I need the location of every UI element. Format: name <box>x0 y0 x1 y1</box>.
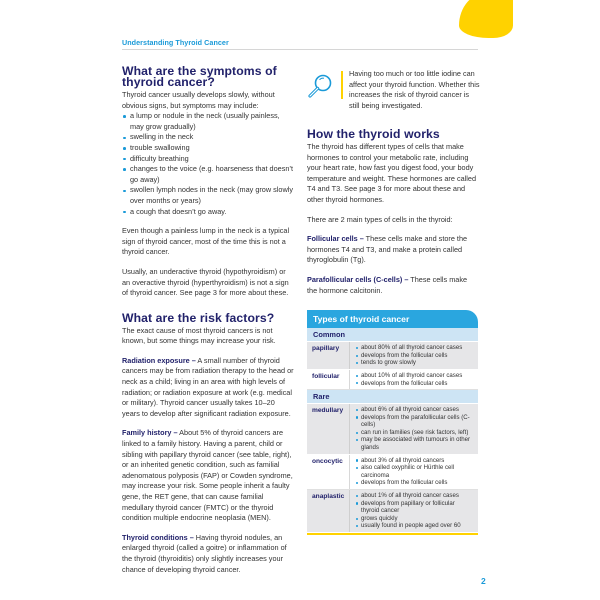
symptom-item: trouble swallowing <box>122 143 294 154</box>
risk-factor-family-history <box>122 428 294 523</box>
cancer-type-facts <box>350 490 478 532</box>
cell-type-parafollicular <box>307 275 479 296</box>
cell-types-intro: There are 2 main types of cells in the thyroid: <box>307 214 453 224</box>
how-thyroid-works-section <box>307 129 479 296</box>
left-column <box>122 66 294 575</box>
cancer-type-name: follicular <box>307 370 350 389</box>
table-row <box>307 342 478 370</box>
risk-factor-term: Radiation exposure – <box>122 355 196 365</box>
symptom-item: difficulty breathing <box>122 154 294 165</box>
how-thyroid-paragraph: The thyroid has different types of cells that make hormones to control your metabolic rate, including your heart rate, how fast you digest food, your body temperature and weight. These hormones are called T4 and T3. See page 3 for more about these and other thyroid hormones. <box>307 142 477 204</box>
table-row <box>307 404 478 455</box>
symptoms-paragraph-thyroid-activity: Usually, an underactive thyroid (hypothyroidism) or an overactive thyroid (hyperthyroidism) is not a sign of thyroid cancer. See page 3 for more about these. <box>122 266 289 298</box>
fact-item: can run in families (see risk factors, left) <box>355 429 474 437</box>
risk-factor-text: A small number of thyroid cancers may be from radiation therapy to the head or neck as a child; living in an area with high levels of radiation; or radiation exposure at work (e.g. medical or military). Thyroid cancer usually takes 10–20 years to develop after significant radiation exposure. <box>122 355 294 418</box>
page-number: 2 <box>481 576 486 586</box>
fact-item: develops from papillary or follicular thyroid cancer <box>355 500 474 515</box>
cell-type-term: Parafollicular cells (C-cells) – <box>307 274 409 284</box>
symptoms-heading: What are the symptoms of thyroid cancer? <box>122 64 277 89</box>
cell-type-term: Follicular cells – <box>307 234 364 244</box>
fact-item: usually found in people aged over 60 <box>355 522 474 530</box>
magnifying-glass-icon <box>307 73 333 103</box>
table-group-common: Common <box>307 328 478 342</box>
table-group-rare: Rare <box>307 390 478 404</box>
running-header-title: Understanding Thyroid Cancer <box>122 38 229 47</box>
table-row <box>307 370 478 390</box>
fact-item: grows quickly <box>355 515 474 523</box>
cancer-type-name: medullary <box>307 404 350 454</box>
fact-item: about 1% of all thyroid cancer cases <box>355 492 474 500</box>
risk-factors-heading: What are the risk factors? <box>122 310 275 325</box>
risk-factors-section <box>122 310 294 575</box>
cell-type-text: These cells make and store the hormones T4 and T3, and make a protein called thyroglobulin (Tg). <box>307 234 468 265</box>
risk-factor-term: Thyroid conditions – <box>122 532 194 542</box>
cancer-type-name: oncocytic <box>307 455 350 489</box>
header-divider <box>122 49 478 50</box>
cell-type-text: These cells make the hormone calcitonin. <box>307 274 468 295</box>
fact-item: tends to grow slowly <box>355 359 474 367</box>
symptom-item: a cough that doesn’t go away. <box>122 207 294 218</box>
symptom-item: swollen lymph nodes in the neck (may grow slowly over months or years) <box>122 185 294 206</box>
fact-item: develops from the follicular cells <box>355 380 474 388</box>
cancer-type-name: papillary <box>307 342 350 369</box>
cancer-type-name: anaplastic <box>307 490 350 532</box>
table-row <box>307 490 478 533</box>
fact-item: may be associated with tumours in other glands <box>355 436 474 451</box>
fact-item: about 3% of all thyroid cancers <box>355 457 474 465</box>
right-column <box>307 69 479 535</box>
risk-factor-text: About 5% of thyroid cancers are linked to a family history. Having a parent, child or sibling with papillary thyroid cancer (see table, right), or an inherited genetic condition, such as familial adenomatous polyposis (FAP) or Cowden syndrome, may increase your risk. Some people inherit a faulty gene, the RET gene, that can cause familial medullary thyroid cancer (FMTC) or the thyroid condition multiple endocrine neoplasia (MEN). <box>122 428 293 523</box>
symptoms-intro: Thyroid cancer usually develops slowly, without obvious signs, but symptoms may include: <box>122 90 275 110</box>
symptom-item: changes to the voice (e.g. hoarseness that doesn’t go away) <box>122 164 294 185</box>
cancer-type-facts <box>350 370 478 389</box>
fact-item: develops from the parafollicular cells (C-cells) <box>355 414 474 429</box>
iodine-note-text: Having too much or too little iodine can affect your thyroid function. Whether this increases the risk of thyroid cancer is still being investigated. <box>349 69 480 110</box>
risk-factor-thyroid-conditions <box>122 533 294 575</box>
fact-item: develops from the follicular cells <box>355 352 474 360</box>
iodine-callout <box>307 69 479 115</box>
fact-item: about 80% of all thyroid cancer cases <box>355 344 474 352</box>
cancer-type-facts <box>350 404 478 454</box>
table-row <box>307 455 478 490</box>
risk-factor-text: Having thyroid nodules, an enlarged thyroid (called a goitre) or inflammation of the thyroid (thyroiditis) only slightly increases your chance of developing thyroid cancer. <box>122 532 287 574</box>
how-thyroid-works-heading: How the thyroid works <box>307 127 440 141</box>
risk-factor-term: Family history – <box>122 428 178 438</box>
table-title: Types of thyroid cancer <box>307 310 478 328</box>
cancer-type-facts <box>350 342 478 369</box>
thyroid-cancer-types-table <box>307 310 478 535</box>
fact-item: develops from the follicular cells <box>355 479 474 487</box>
cell-type-follicular <box>307 234 479 266</box>
decorative-yellow-shape <box>459 0 513 38</box>
fact-item: about 10% of all thyroid cancer cases <box>355 372 474 380</box>
fact-item: also called oxyphilic or Hürthle cell carcinoma <box>355 464 474 479</box>
symptoms-section <box>122 66 294 299</box>
risk-factor-radiation <box>122 356 294 420</box>
callout-accent-bar <box>341 71 343 99</box>
symptom-item: swelling in the neck <box>122 132 294 143</box>
symptom-item: a lump or nodule in the neck (usually painless, may grow gradually) <box>122 111 294 132</box>
fact-item: about 6% of all thyroid cancer cases <box>355 406 474 414</box>
cancer-type-facts <box>350 455 478 489</box>
symptoms-paragraph-lump: Even though a painless lump in the neck is a typical sign of thyroid cancer, most of the time this is not a thyroid cancer. <box>122 226 290 257</box>
symptoms-list <box>122 111 294 217</box>
risk-factors-intro: The exact cause of most thyroid cancers is not known, but some things may increase your risk. <box>122 325 276 346</box>
